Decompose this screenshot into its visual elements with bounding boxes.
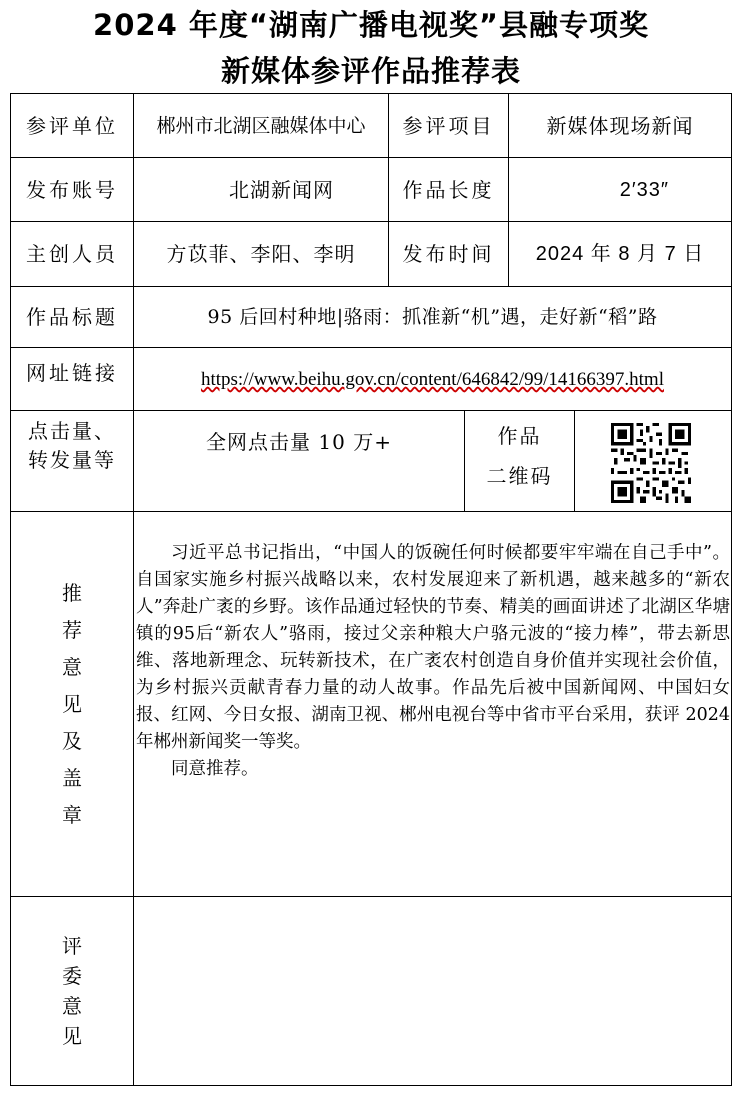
qr-label [465, 414, 574, 494]
url-text[interactable]: https://www.beihu.gov.cn/content/646842/99/14166397.html [200, 369, 664, 390]
category-value: 新媒体现场新闻 [546, 113, 694, 138]
page-title: 2024 年度“湖南广播电视奖”县融专项奖 [93, 8, 649, 42]
qr-code-image[interactable] [611, 423, 691, 503]
stats-label-line1: 点击量、 [28, 419, 116, 443]
length-value: 2′33″ [619, 178, 669, 201]
recommend-label-char: 及 [62, 728, 82, 753]
creators-value: 方苡菲、李阳、李明 [166, 242, 356, 266]
recommend-label-char: 意 [62, 654, 82, 679]
headline-value: 95 后回村种地|骆雨：抓准新“机”遇，走好新“稻”路 [207, 306, 658, 328]
account-value: 北湖新闻网 [229, 177, 334, 202]
review-input-area[interactable] [134, 897, 731, 1085]
unit-value: 郴州市北湖区融媒体中心 [156, 114, 366, 137]
stats-label [11, 411, 133, 481]
unit-label: 参评单位 [26, 113, 118, 138]
page-subtitle: 新媒体参评作品推荐表 [220, 54, 521, 88]
stats-label-line2: 转发量等 [28, 448, 116, 472]
recommend-label-char: 盖 [62, 765, 82, 790]
recommend-label-char: 荐 [62, 617, 82, 642]
recommend-label-char: 章 [62, 802, 82, 827]
date-value: 2024 年 8 月 7 日 [535, 243, 705, 265]
column-divider [574, 410, 575, 511]
recommend-label-char: 见 [62, 691, 82, 716]
account-label: 发布账号 [26, 177, 118, 202]
recommend-paragraph: 习近平总书记指出，“中国人的饭碗任何时候都要牢牢端在自己手中”。自国家实施乡村振兴战略以来，农村发展迎来了新机遇，越来越多的“新农人”奔赴广袤的乡野。该作品通过轻快的节奏、精美的画面讲述了北湖区华塘镇的95后“新农人”骆雨，接过父亲种粮大户骆元波的“接力棒”，带去新思维、落地新理念、玩转新技术，在广袤农村创造自身价值并实现社会价值，为乡村振兴贡献青春力量的动人故事。作品先后被中国新闻网、中国妇女报、红网、今日女报、湖南卫视、郴州电视台等中省市平台采用，获评 2024 年郴州新闻奖一等奖。 [136, 543, 730, 752]
qr-label-line1: 作品 [497, 423, 542, 448]
review-label [11, 897, 133, 1085]
creators-label: 主创人员 [26, 242, 118, 266]
review-label-char: 意 [62, 994, 82, 1018]
review-label-char: 评 [62, 934, 82, 958]
category-label: 参评项目 [402, 113, 495, 138]
recommend-text [136, 540, 730, 783]
review-label-char: 委 [62, 964, 82, 988]
recommend-label [11, 512, 133, 896]
qr-label-line2: 二维码 [486, 463, 553, 488]
review-label-char: 见 [62, 1024, 82, 1048]
length-label: 作品长度 [402, 177, 495, 202]
date-label: 发布时间 [402, 242, 495, 266]
recommend-label-char: 推 [62, 580, 82, 605]
stats-value: 全网点击量 10 万+ [206, 430, 392, 454]
url-label: 网址链接 [26, 361, 118, 385]
recommend-paragraph: 同意推荐。 [171, 759, 259, 779]
url-link[interactable] [134, 360, 731, 400]
headline-label: 作品标题 [26, 305, 118, 329]
